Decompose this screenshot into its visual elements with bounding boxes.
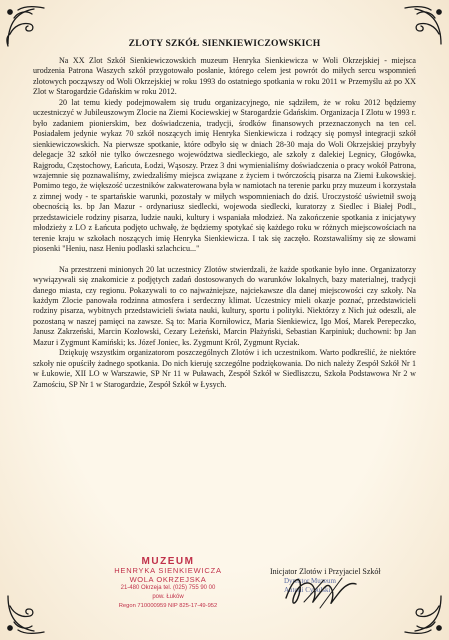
- stamp-line: WOLA OKRZEJSKA: [129, 575, 207, 584]
- signature-role: Inicjator Zlotów i Przyjaciel Szkół: [270, 567, 381, 576]
- stamp-line: pow. Łuków: [152, 594, 184, 600]
- stamp-line: MUZEUM: [141, 556, 195, 567]
- director-stamp-line: Dyrektor Muzeum: [284, 577, 336, 585]
- page-title: ZLOTY SZKÓŁ SIENKIEWICZOWSKICH: [128, 38, 321, 49]
- corner-ornament-icon: [399, 590, 445, 636]
- signature-block: [270, 566, 420, 595]
- stamp-line: HENRYKA SIENKIEWICZA: [114, 566, 222, 575]
- handwritten-signature-icon: [280, 568, 360, 616]
- letter-body: [33, 56, 416, 390]
- director-stamp-line: Antoni Cybulski: [284, 586, 331, 594]
- corner-ornament-icon: [4, 590, 50, 636]
- paragraph: 20 lat temu kiedy podejmowałem się trudu organizacyjnego, nie sądziłem, że w roku 2012 będziemy uczestniczyć w Jubileuszowym Zlocie na Ziemi Kociewskiej w Starogardzie Gdańskim. Organizacja I Zlotu w 1993 r. było zadaniem pionierskim, bez doświadczenia, tradycji, środków finansowych przeznaczonych na ten cel. Posiadałem jedynie wykaz 70 szkół noszących imię Henryka Sienkiewicza i rodzący się pomysł integracji szkół sienkiewiczowskich. Na pierwsze spotkanie, które odbyło się w dniach 28-30 maja do Woli Okrzejskiej przybyły delegacje 32 szkół nie tylko ówczesnego województwa siedleckiego, ale szkoły z dalekiej Legnicy, Głogówka, Rajgrodu, Częstochowy, Łańcuta, Łodzi, Wąsoszy. Przez 3 dni wymienialiśmy doświadczenia o pracy wokół Patrona, wzajemnie się poznawaliśmy, zwiedzaliśmy miejsca związane z życiem i twórczością pisarza na Ziemi Łukowskiej. Pomimo tego, że większość uczestników zakwaterowana była w namiotach na terenie parku przy muzeum i korzystała z zimnej wody - te spartańskie warunki, pozostały w miłych wspomnieniach do dziś. Uroczystość uświetnił swoją obecnością ks. bp Jan Mazur - ordynariusz siedlecki, wojewoda siedlecki, kuratorzy z Siedlec i Białej Podl., przedstawiciele rodziny pisarza, ludzie nauki, kultury i wspaniała młodzież. Na zakończenie spotkania z inicjatywy młodzieży z LO z Łańcuta podjęto uchwałę, że będziemy spotykać się każdego roku w różnych miejscowościach na terenie kraju w szkołach noszących imię Henryka Sienkiewicza. I tak się zaczęło. Rozstawaliśmy się ze słowami piosenki "Heniu, nasz Heniu podlaski szlachcicu...": [33, 97, 416, 254]
- museum-stamp: [98, 557, 238, 611]
- paragraph: Na przestrzeni minionych 20 lat uczestnicy Zlotów stwierdzali, że każde spotkanie było inne. Organizatorzy wywiązywali się znakomicie z podjętych zadań dostosowanych do warunków lokalnych, bazy materialnej, tradycji danego miasta, czy regionu. Pokazywali to co najważniejsze, najciekawsze dla danej miejscowości czy szkoły. Na każdym Zlocie panowała rodzinna atmosfera i serdeczny klimat. Uczestnicy mieli okazje poznać, przedstawicieli rodziny pisarza, wybitnych przedstawicieli świata nauki, kultury, sportu i polityki. Niektórzy z Nich już odeszli, ale pozostaną w naszej pamięci na zawsze. Są to: Maria Korniłowicz, Maria Sienkiewicz, Igo Moś, Marek Perepeczko, Janusz Zakrzeński, Marcin Kozłowski, Cezary Leżeński, Marcin Płażyński, Sebastian Karpiniuk; duchowni: bp Jan Mazur i Zygmunt Kamiński; ks. Józef Joniec, ks. Zygmunt Król, Zygmunt Ryciak.: [33, 264, 416, 347]
- stamp-line: 21-480 Okrzeja tel. (025) 755 90 00: [120, 585, 216, 591]
- paragraph: Na XX Zlot Szkół Sienkiewiczowskich muzeum Henryka Sienkiewicza w Woli Okrzejskiej - miejsca urodzenia Patrona Waszych szkół przygotowało posłanie, którego celem jest powrót do miłych sercu wspomnień zlotowych począwszy od Woli Okrzejskiej w roku 1993 do ostatniego spotkania w roku 2011 w Przemyślu aż po XX Zlot w Starogardzie Gdańskim w roku 2012.: [33, 56, 416, 97]
- paragraph: Dziękuję wszystkim organizatorom poszczególnych Zlotów i ich uczestnikom. Warto podkreślić, że niektóre szkoły nie opuściły żadnego spotkania. Do nich kieruję szczególne podziękowania. Do nich należy Zespół Szkół Nr 1 w Łukowie, XII LO w Warszawie, SP Nr 11 w Puławach, Zespół Szkół w Siedliszczu, Szkoła Podstawowa Nr 2 w Zamościu, SP Nr 1 w Starogardzie, Zespół Szkół w Łysych.: [33, 348, 416, 389]
- stamp-line: Regon 710000959 NIP 825-17-49-952: [118, 603, 218, 609]
